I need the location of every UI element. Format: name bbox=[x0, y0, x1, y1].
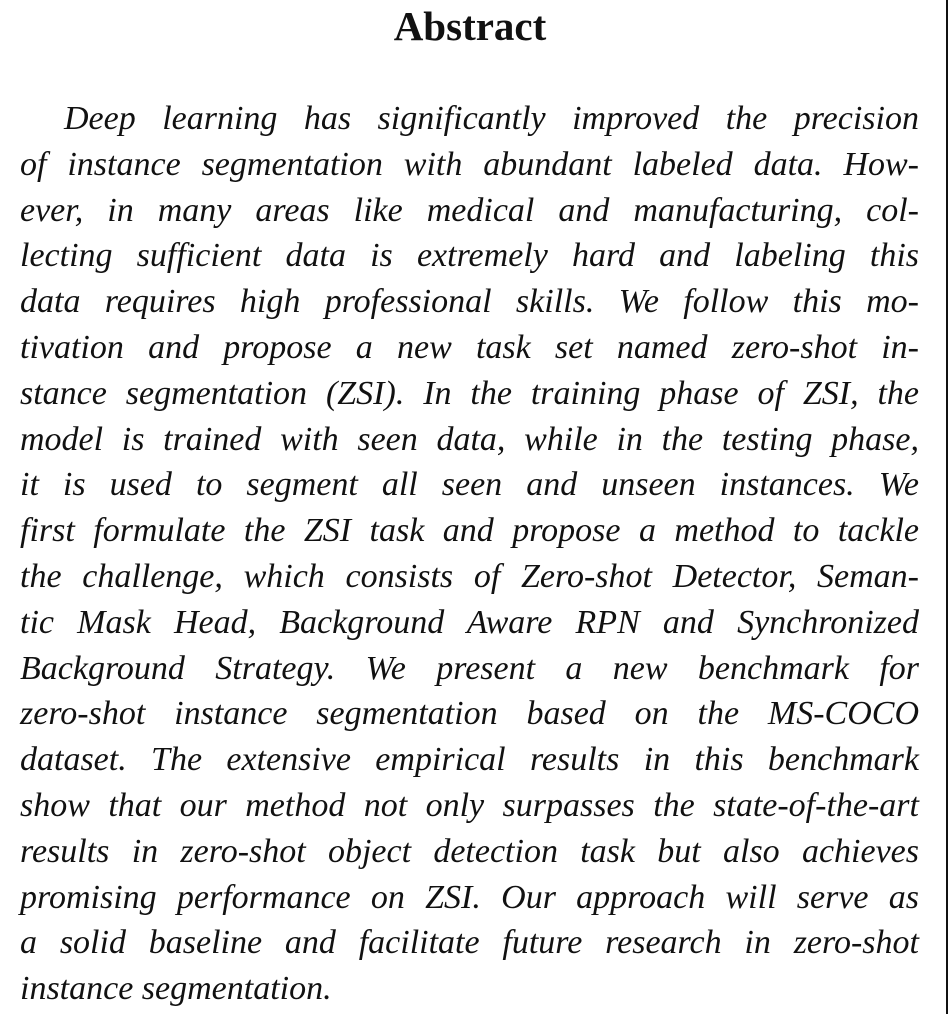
abstract-line: zero-shot instance segmentation based on the MS-COCO bbox=[20, 695, 919, 733]
abstract-line: lecting sufficient data is extremely hard and labeling this bbox=[20, 237, 919, 275]
abstract-line: of instance segmentation with abundant labeled data. How- bbox=[20, 145, 919, 183]
abstract-line: a solid baseline and facilitate future research in zero-shot bbox=[20, 924, 919, 962]
abstract-line: ever, in many areas like medical and manufacturing, col- bbox=[20, 191, 919, 229]
abstract-line: instance segmentation. bbox=[20, 970, 332, 1008]
abstract-line: results in zero-shot object detection task but also achieves bbox=[20, 832, 919, 870]
abstract-line: stance segmentation (ZSI). In the training phase of ZSI, the bbox=[20, 374, 919, 412]
abstract-line: model is trained with seen data, while in the testing phase, bbox=[20, 420, 919, 458]
abstract-line: show that our method not only surpasses the state-of-the-art bbox=[20, 786, 919, 824]
abstract-heading: Abstract bbox=[393, 3, 547, 49]
abstract-paragraph bbox=[20, 96, 919, 1012]
abstract-line: Background Strategy. We present a new benchmark for bbox=[20, 649, 919, 687]
abstract-line: tic Mask Head, Background Aware RPN and Synchronized bbox=[20, 603, 919, 641]
abstract-line: the challenge, which consists of Zero-shot Detector, Seman- bbox=[20, 557, 919, 595]
abstract-line: promising performance on ZSI. Our approach will serve as bbox=[20, 878, 919, 916]
abstract-line: dataset. The extensive empirical results in this benchmark bbox=[20, 741, 919, 779]
abstract-line: tivation and propose a new task set named zero-shot in- bbox=[20, 328, 919, 366]
abstract-line: it is used to segment all seen and unseen instances. We bbox=[20, 466, 919, 504]
abstract-line: Deep learning has significantly improved the precision bbox=[64, 100, 919, 137]
abstract-line: first formulate the ZSI task and propose a method to tackle bbox=[20, 512, 919, 550]
abstract-line: data requires high professional skills. We follow this mo- bbox=[20, 283, 919, 321]
